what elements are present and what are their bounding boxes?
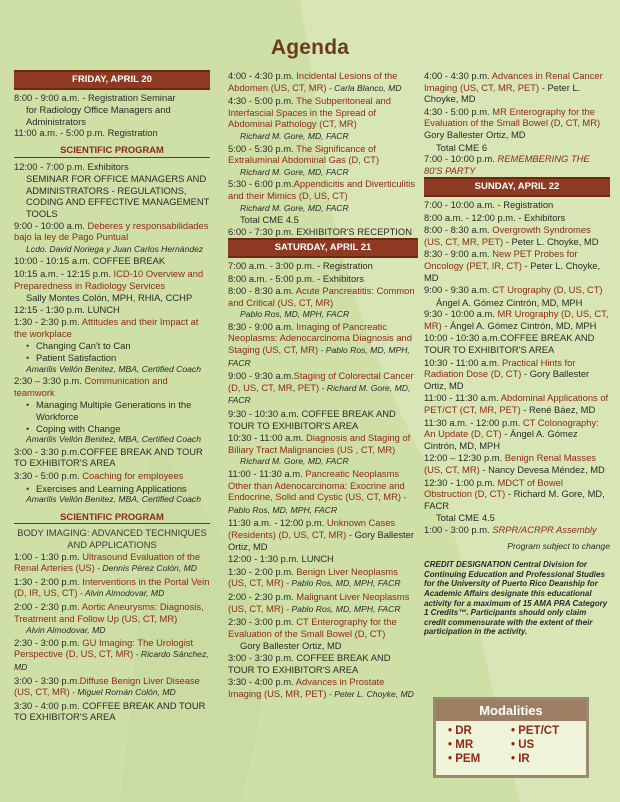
day-header: FRIDAY, APRIL 20 <box>14 70 210 90</box>
modality-item: • US <box>511 738 574 752</box>
speaker-inline: - Gory Ballester Ortiz, MD <box>424 368 590 391</box>
agenda-time: 2:30 – 3:30 p.m. <box>14 375 82 387</box>
agenda-item <box>228 226 418 238</box>
agenda-time: 10:30 - 11:00 a.m. <box>228 432 304 444</box>
session-title: ICD-10 Overview and Preparedness in Radiology Services <box>14 267 204 291</box>
agenda-item <box>228 676 418 700</box>
agenda-text: Registration <box>105 127 158 139</box>
agenda-time: 3:00 - 3:30 p.m. <box>228 651 294 663</box>
agenda-text: Exhibitors <box>84 160 129 172</box>
session-title: Appendicitis and Diverticulitis and their Mimics (D, US, CT) <box>228 178 416 201</box>
agenda-item <box>228 553 418 565</box>
agenda-time: 11:00 - 11:30 a.m. <box>424 392 499 404</box>
section-subtitle: BODY IMAGING: ADVANCED TECHNIQUES AND APPLICATIONS <box>17 527 207 550</box>
speaker-inline: - Ricardo Sánchez, MD <box>14 649 209 672</box>
agenda-time: 1:00 - 1:30 p.m. <box>14 550 80 562</box>
speaker-name: Amarilis Vellón Benitez, MBA, Certified Coach <box>26 494 201 505</box>
session-title: Abdominal Applications of PET/CT (CT, MR, PET) <box>424 392 609 416</box>
speaker-inline: - Peter L. Choyke, MD <box>424 259 601 283</box>
agenda-item <box>228 70 418 94</box>
agenda-item <box>14 220 210 243</box>
modalities-box <box>433 697 589 778</box>
session-title: Pancreatic Neoplasms Other than Adenocarcinoma: Exocrine and Endocrine, Solid and Cystic (US, CT, MR) <box>228 468 405 503</box>
agenda-item <box>228 285 418 308</box>
agenda-item <box>228 273 418 285</box>
agenda-text: EXHIBITOR'S RECEPTION <box>293 225 412 237</box>
indented-text: Total CME 6 <box>436 141 488 153</box>
agenda-time: 12:00 - 1:30 p.m. <box>228 553 299 565</box>
speaker-inline: Gory Ballester Ortiz, MD <box>424 128 526 140</box>
agenda-item <box>228 432 418 455</box>
agenda-item <box>424 524 610 536</box>
section-heading: SCIENTIFIC PROGRAM <box>14 144 210 158</box>
day-header: SUNDAY, APRIL 22 <box>424 177 610 197</box>
session-title: CT Urography (D, US, CT) <box>489 284 603 296</box>
session-title: Attitudes and their Impact at the workplace <box>14 316 199 339</box>
agenda-time: 3:30 - 5:00 p.m. <box>14 470 80 481</box>
agenda-text: - Registration Seminar <box>79 91 176 103</box>
agenda-time: 4:30 - 5:00 p.m. <box>228 95 294 107</box>
agenda-time: 9:30 - 10:30 a.m. <box>228 408 299 420</box>
indented-text: Ángel A. Gómez Cintrón, MD, MPH <box>436 296 583 308</box>
agenda-time: 7:00 a.m. - 3:00 p.m. <box>228 259 315 271</box>
agenda-time: 10:15 a.m. - 12:15 p.m. <box>14 267 111 279</box>
speaker-name: Richard M. Gore, MD, FACR <box>240 130 349 141</box>
session-title: Unknown Cases (Residents) (D, US, CT, MR) <box>228 517 396 540</box>
agenda-item <box>424 224 610 247</box>
session-title: The Significance of Extraluminal Abdominal Gas (D, CT) <box>228 142 380 166</box>
page-title: Agenda <box>270 36 350 59</box>
speaker-name: Richard M. Gore, MD, FACR <box>240 166 349 177</box>
speaker-inline: - Miguel Román Colón, MD <box>69 687 176 698</box>
speaker-inline: - Ángel A. Gómez Cintrón, MD, MPH <box>441 319 597 331</box>
agenda-text: LUNCH <box>298 553 334 565</box>
session-title: Malignant Liver Neoplasms (US, CT, MR) <box>228 590 410 614</box>
agenda-time: 3:00 - 3:30 p.m. <box>14 674 80 686</box>
agenda-time: 8:00 - 9:00 a.m. <box>14 91 80 103</box>
session-title: Deberes y responsabilidades bajo la ley de Pago Puntual <box>14 219 209 243</box>
agenda-time: 8:00 a.m. - 5:00 p.m. <box>228 272 315 284</box>
speaker-inline: - Pablo Ros, MD, MPH, FACR <box>228 345 410 368</box>
agenda-item <box>228 370 418 407</box>
day-header: SATURDAY, APRIL 21 <box>228 238 418 258</box>
agenda-time: 9:30 - 10:00 a.m. <box>424 308 495 320</box>
agenda-time: 8:30 - 9:00 a.m. <box>424 248 490 260</box>
modalities-list <box>436 721 586 769</box>
agenda-item <box>228 616 418 639</box>
speaker-inline: - Gory Ballester Ortiz, MD <box>228 528 414 552</box>
agenda-time: 2:30 - 3:00 p.m. <box>228 616 294 628</box>
agenda-item <box>424 332 610 355</box>
bullet-item: • Patient Satisfaction <box>14 352 210 364</box>
agenda-item <box>228 517 418 552</box>
agenda-time: 12:30 - 1:00 p.m. <box>424 476 495 488</box>
speaker-inline: - Peter L. Choyke, MD <box>503 235 599 247</box>
session-title: Staging of Colorectal Cancer (D, US, CT, MR, PET) <box>228 370 414 393</box>
agenda-time: 7:00 - 10:00 p.m. <box>424 153 495 165</box>
session-title: Benign Liver Neoplasms (US, CT, MR) <box>228 565 398 589</box>
agenda-item <box>14 700 210 723</box>
agenda-item <box>14 92 210 104</box>
agenda-text: COFFEE BREAK AND TOUR TO EXHIBITOR'S AREA <box>228 651 391 675</box>
agenda-item <box>424 153 610 176</box>
agenda-time: 3:30 - 4:00 p.m. <box>14 699 80 711</box>
agenda-item <box>424 106 610 141</box>
agenda-item <box>14 470 210 482</box>
agenda-item <box>14 375 210 398</box>
agenda-item <box>424 199 610 211</box>
agenda-time: 3:30 - 4:00 p.m. <box>228 676 294 688</box>
agenda-time: 5:00 - 5:30 p.m. <box>228 142 294 154</box>
session-title: Diffuse Benign Liver Disease (US, CT, MR) <box>14 674 200 698</box>
agenda-time: 8:30 - 9:00 a.m. <box>228 320 294 332</box>
agenda-item <box>424 284 610 296</box>
credit-designation: CREDIT DESIGNATION Central Division for Continuing Education and Professional Studies for the University of Puerto Rico Deanship for Academic Affairs designate this educational activity for a maximum of 15 AMA PRA Category 1 Credits™. Participants should only claim credit commensurate with the extent of their participation in the activity. <box>424 560 608 637</box>
speaker-inline: - Dennis Pérez Colón, MD <box>94 563 197 574</box>
agenda-item <box>228 408 418 431</box>
agenda-time: 6:00 - 7:30 p.m. <box>228 225 294 237</box>
speaker-name: Pablo Ros, MD, MPH, FACR <box>240 309 350 320</box>
speaker-name: Richard M. Gore, MD, FACR <box>240 456 349 467</box>
session-title: Advances in Renal Cancer Imaging (US, CT, MR, PET) <box>424 70 603 93</box>
indented-text: for Radiology Office Managers and Administrators <box>26 104 171 127</box>
bullet-item: • Changing Can't to Can <box>14 340 210 352</box>
agenda-time: 12:15 - 1:30 p.m. <box>14 303 85 315</box>
section-heading: SCIENTIFIC PROGRAM <box>14 511 210 525</box>
agenda-item <box>424 392 610 415</box>
agenda-item <box>14 304 210 316</box>
indented-text: Total CME 4.5 <box>436 512 495 524</box>
agenda-text: COFFEE BREAK AND TOUR TO EXHIBITOR'S AREA <box>14 445 203 469</box>
agenda-item <box>424 417 610 452</box>
agenda-time: 2:00 - 2:30 p.m. <box>14 600 80 612</box>
agenda-time: 9:00 - 9:30 a.m. <box>228 370 294 382</box>
agenda-item <box>14 268 210 291</box>
session-title: GU Imaging: The Urologist Perspective (D, US, CT, MR) <box>14 636 194 660</box>
indented-text: SEMINAR FOR OFFICE MANAGERS AND ADMINISTRATORS - REGULATIONS, CODING AND EFFECTIVE MANAGEMENT TOOLS <box>26 173 210 219</box>
speaker-inline: - Pablo Ros, MD, MPH, FACR <box>283 578 401 589</box>
session-title: Diagnosis and Staging of Biliary Tract Malignancies (US , CT, MR) <box>228 432 411 455</box>
speaker-inline: - Carla Blanco, MD <box>326 82 402 93</box>
agenda-item <box>228 591 418 615</box>
session-title: CT Enterography for the Evaluation of the Small Bowel (D, CT) <box>228 616 397 639</box>
agenda-item <box>14 551 210 575</box>
agenda-item <box>14 601 210 624</box>
agenda-item <box>424 357 610 392</box>
agenda-item <box>14 127 210 139</box>
event-title: SRPR/ACRPR Assembly <box>489 523 597 535</box>
agenda-item <box>424 308 610 331</box>
column-sunday <box>424 70 610 637</box>
agenda-time: 4:30 - 5:00 p.m. <box>424 105 490 117</box>
speaker-name: Amarilis Vellón Benitez, MBA, Certified Coach <box>26 363 201 374</box>
program-note: Program subject to change <box>507 540 610 551</box>
session-title: Benign Renal Masses (US, CT, MR) <box>424 452 596 475</box>
agenda-text: COFFEE BREAK AND TOUR TO EXHIBITOR'S AREA <box>228 408 396 431</box>
agenda-time: 10:30 - 11:00 a.m. <box>424 356 500 368</box>
agenda-time: 2:30 - 3:00 p.m. <box>14 636 80 648</box>
session-title: Advances in Prostate Imaging (US, MR, PET) <box>228 676 385 699</box>
agenda-item <box>228 178 418 201</box>
session-title: The Subperitoneal and Interfascial Spaces in the Spread of Abdominal Pathology (CT, MR) <box>228 95 391 130</box>
agenda-item <box>14 255 210 267</box>
speaker-inline: - Pablo Ros, MD, MPH, FACR <box>283 603 401 614</box>
agenda-item <box>424 70 610 105</box>
agenda-text: - Exhibitors <box>515 211 566 223</box>
session-title: Acute Pancreatitis: Common and Critical (US, CT, MR) <box>228 285 415 308</box>
agenda-item <box>14 446 210 469</box>
modality-item: • PET/CT <box>511 724 574 738</box>
speaker-name: Richard M. Gore, MD, FACR <box>240 202 349 213</box>
speaker-inline: - Peter L. Choyke, MD <box>424 81 581 105</box>
agenda-time: 9:00 - 9:30 a.m. <box>424 284 490 296</box>
session-title: Interventions in the Portal Vein (D, IR, US, CT) <box>14 575 210 599</box>
session-title: CT Colonography: An Update (D, CT) <box>424 416 599 440</box>
bullet-item: • Exercises and Learning Applications <box>14 483 210 495</box>
indented-text: Sally Montes Colón, MPH, RHIA, CCHP <box>26 292 193 304</box>
agenda-time: 4:00 - 4:30 p.m. <box>424 70 490 81</box>
session-title: MR Urography (D, US, CT, MR) <box>424 308 609 331</box>
event-title: REMEMBERING THE 80'S PARTY <box>424 153 590 176</box>
agenda-item <box>424 212 610 224</box>
agenda-time: 12:00 – 12:30 p.m. <box>424 452 503 464</box>
agenda-text: - Registration <box>314 259 373 271</box>
agenda-time: 1:30 - 2:00 p.m. <box>14 575 80 587</box>
agenda-time: 5:30 - 6:00 p.m. <box>228 178 294 190</box>
agenda-item <box>14 576 210 600</box>
agenda-item <box>228 143 418 166</box>
agenda-time: 11:00 - 11:30 a.m. <box>228 468 303 479</box>
agenda-time: 11:30 a.m. - 12:00 p.m. <box>228 517 325 529</box>
agenda-time: 7:00 - 10:00 a.m. <box>424 198 495 210</box>
agenda-text: COFFEE BREAK AND TOUR TO EXHIBITOR'S AREA <box>14 699 206 723</box>
agenda-item <box>228 321 418 369</box>
session-title: Communication and teamwork <box>14 375 168 398</box>
agenda-time: 10:00 - 10:15 a.m. <box>14 255 91 267</box>
agenda-time: 11:30 a.m. - 12:00 p.m. <box>424 416 521 428</box>
agenda-time: 2:00 - 2:30 p.m. <box>228 590 294 602</box>
speaker-inline: - Nancy Devesa Méndez, MD <box>479 464 605 475</box>
speaker-inline: - Pablo Ros, MD, MPH, FACR <box>228 492 407 515</box>
agenda-time: 8:00 a.m. - 12:00 p.m. <box>424 211 516 223</box>
speaker-name: Lcdo. David Noriega y Juan Carlos Hernández <box>26 243 204 254</box>
speaker-inline: - Ángel A. Gómez Cintrón, MD, MPH <box>424 428 578 451</box>
speaker-inline: - René Báez, MD <box>520 404 596 416</box>
session-title: Imaging of Pancreatic Neoplasms: Adenocarcinoma Diagnosis and Staging (US, CT, MR) <box>228 320 412 356</box>
agenda-text: LUNCH <box>84 303 120 315</box>
speaker-inline: - Alvin Almodovar, MD <box>77 588 165 599</box>
agenda-text: - Registration <box>494 198 554 210</box>
agenda-time: 9:00 - 10:00 a.m. <box>14 219 85 231</box>
session-title: Ultrasound Evaluation of the Renal Arteries (US) <box>14 550 201 574</box>
indented-text: Total CME 4.5 <box>240 214 299 226</box>
session-title: Coaching for employees <box>79 470 184 481</box>
agenda-time: 4:00 - 4:30 p.m. <box>228 70 294 81</box>
agenda-item <box>424 452 610 475</box>
agenda-item <box>424 477 610 512</box>
session-title: Practical Hints for Radiation Dose (D, CT) <box>424 356 576 380</box>
session-title: Aortic Aneurysms: Diagnosis, Treatment and Follow Up (US, CT, MR) <box>14 600 204 624</box>
indented-text: Gory Ballester Ortiz, MD <box>240 640 342 652</box>
modalities-title: Modalities <box>436 700 586 721</box>
session-title: Overgrowth Syndromes (US, CT, MR, PET) <box>424 224 591 247</box>
agenda-time: 3:00 - 3:30 p.m. <box>14 445 80 457</box>
agenda-item <box>14 316 210 339</box>
agenda-time: 8:00 - 8:30 a.m. <box>228 285 294 297</box>
session-title: MDCT of Bowel Obstruction (D, CT) <box>424 476 563 500</box>
bullet-item: • Managing Multiple Generations in the Workforce <box>14 399 210 422</box>
column-friday <box>14 70 210 724</box>
speaker-inline: - Richard M. Gore, MD, FACR <box>424 488 605 511</box>
agenda-text: COFFEE BREAK <box>90 255 166 267</box>
modality-item: • IR <box>511 752 574 766</box>
modality-item: • PEM <box>448 752 511 766</box>
session-title: MR Enterography for the Evaluation of the Small Bowel (D, CT, MR) <box>424 105 601 129</box>
speaker-inline: - Peter L. Choyke, MD <box>326 688 414 699</box>
agenda-time: 10:00 - 10:30 a.m. <box>424 332 501 344</box>
agenda-time: 1:30 - 2:30 p.m. <box>14 316 80 328</box>
modality-item: • MR <box>448 738 511 752</box>
agenda-item <box>228 652 418 675</box>
agenda-item <box>228 95 418 130</box>
agenda-item <box>228 566 418 590</box>
agenda-time: 12:00 - 7:00 p.m. <box>14 160 85 172</box>
agenda-time: 1:30 - 2:00 p.m. <box>228 565 294 577</box>
modality-item: • DR <box>448 724 511 738</box>
agenda-text: - Exhibitors <box>314 272 364 284</box>
speaker-inline: - Richard M. Gore, MD, FACR <box>228 382 411 406</box>
agenda-time: 11:00 a.m. - 5:00 p.m. <box>14 127 106 139</box>
agenda-text: COFFEE BREAK AND TOUR TO EXHIBITOR'S AREA <box>424 332 595 356</box>
agenda-item <box>228 260 418 272</box>
agenda-item <box>14 675 210 699</box>
agenda-item <box>424 248 610 283</box>
agenda-time: 8:00 - 8:30 a.m. <box>424 224 490 236</box>
column-saturday <box>228 70 418 701</box>
agenda-item <box>228 468 418 516</box>
agenda-item <box>14 637 210 674</box>
speaker-name: Alvin Almodovar, MD <box>26 625 106 636</box>
bullet-item: • Coping with Change <box>14 423 210 435</box>
agenda-time: 1:00 - 3:00 p.m. <box>424 523 490 535</box>
speaker-name: Amarilis Vellón Benitez, MBA, Certified Coach <box>26 434 201 445</box>
session-title: New PET Probes for Oncology (PET, IR, CT) <box>424 248 578 271</box>
agenda-item <box>14 161 210 173</box>
session-title: Incidental Lesions of the Abdomen (US, CT, MR) <box>228 70 398 93</box>
